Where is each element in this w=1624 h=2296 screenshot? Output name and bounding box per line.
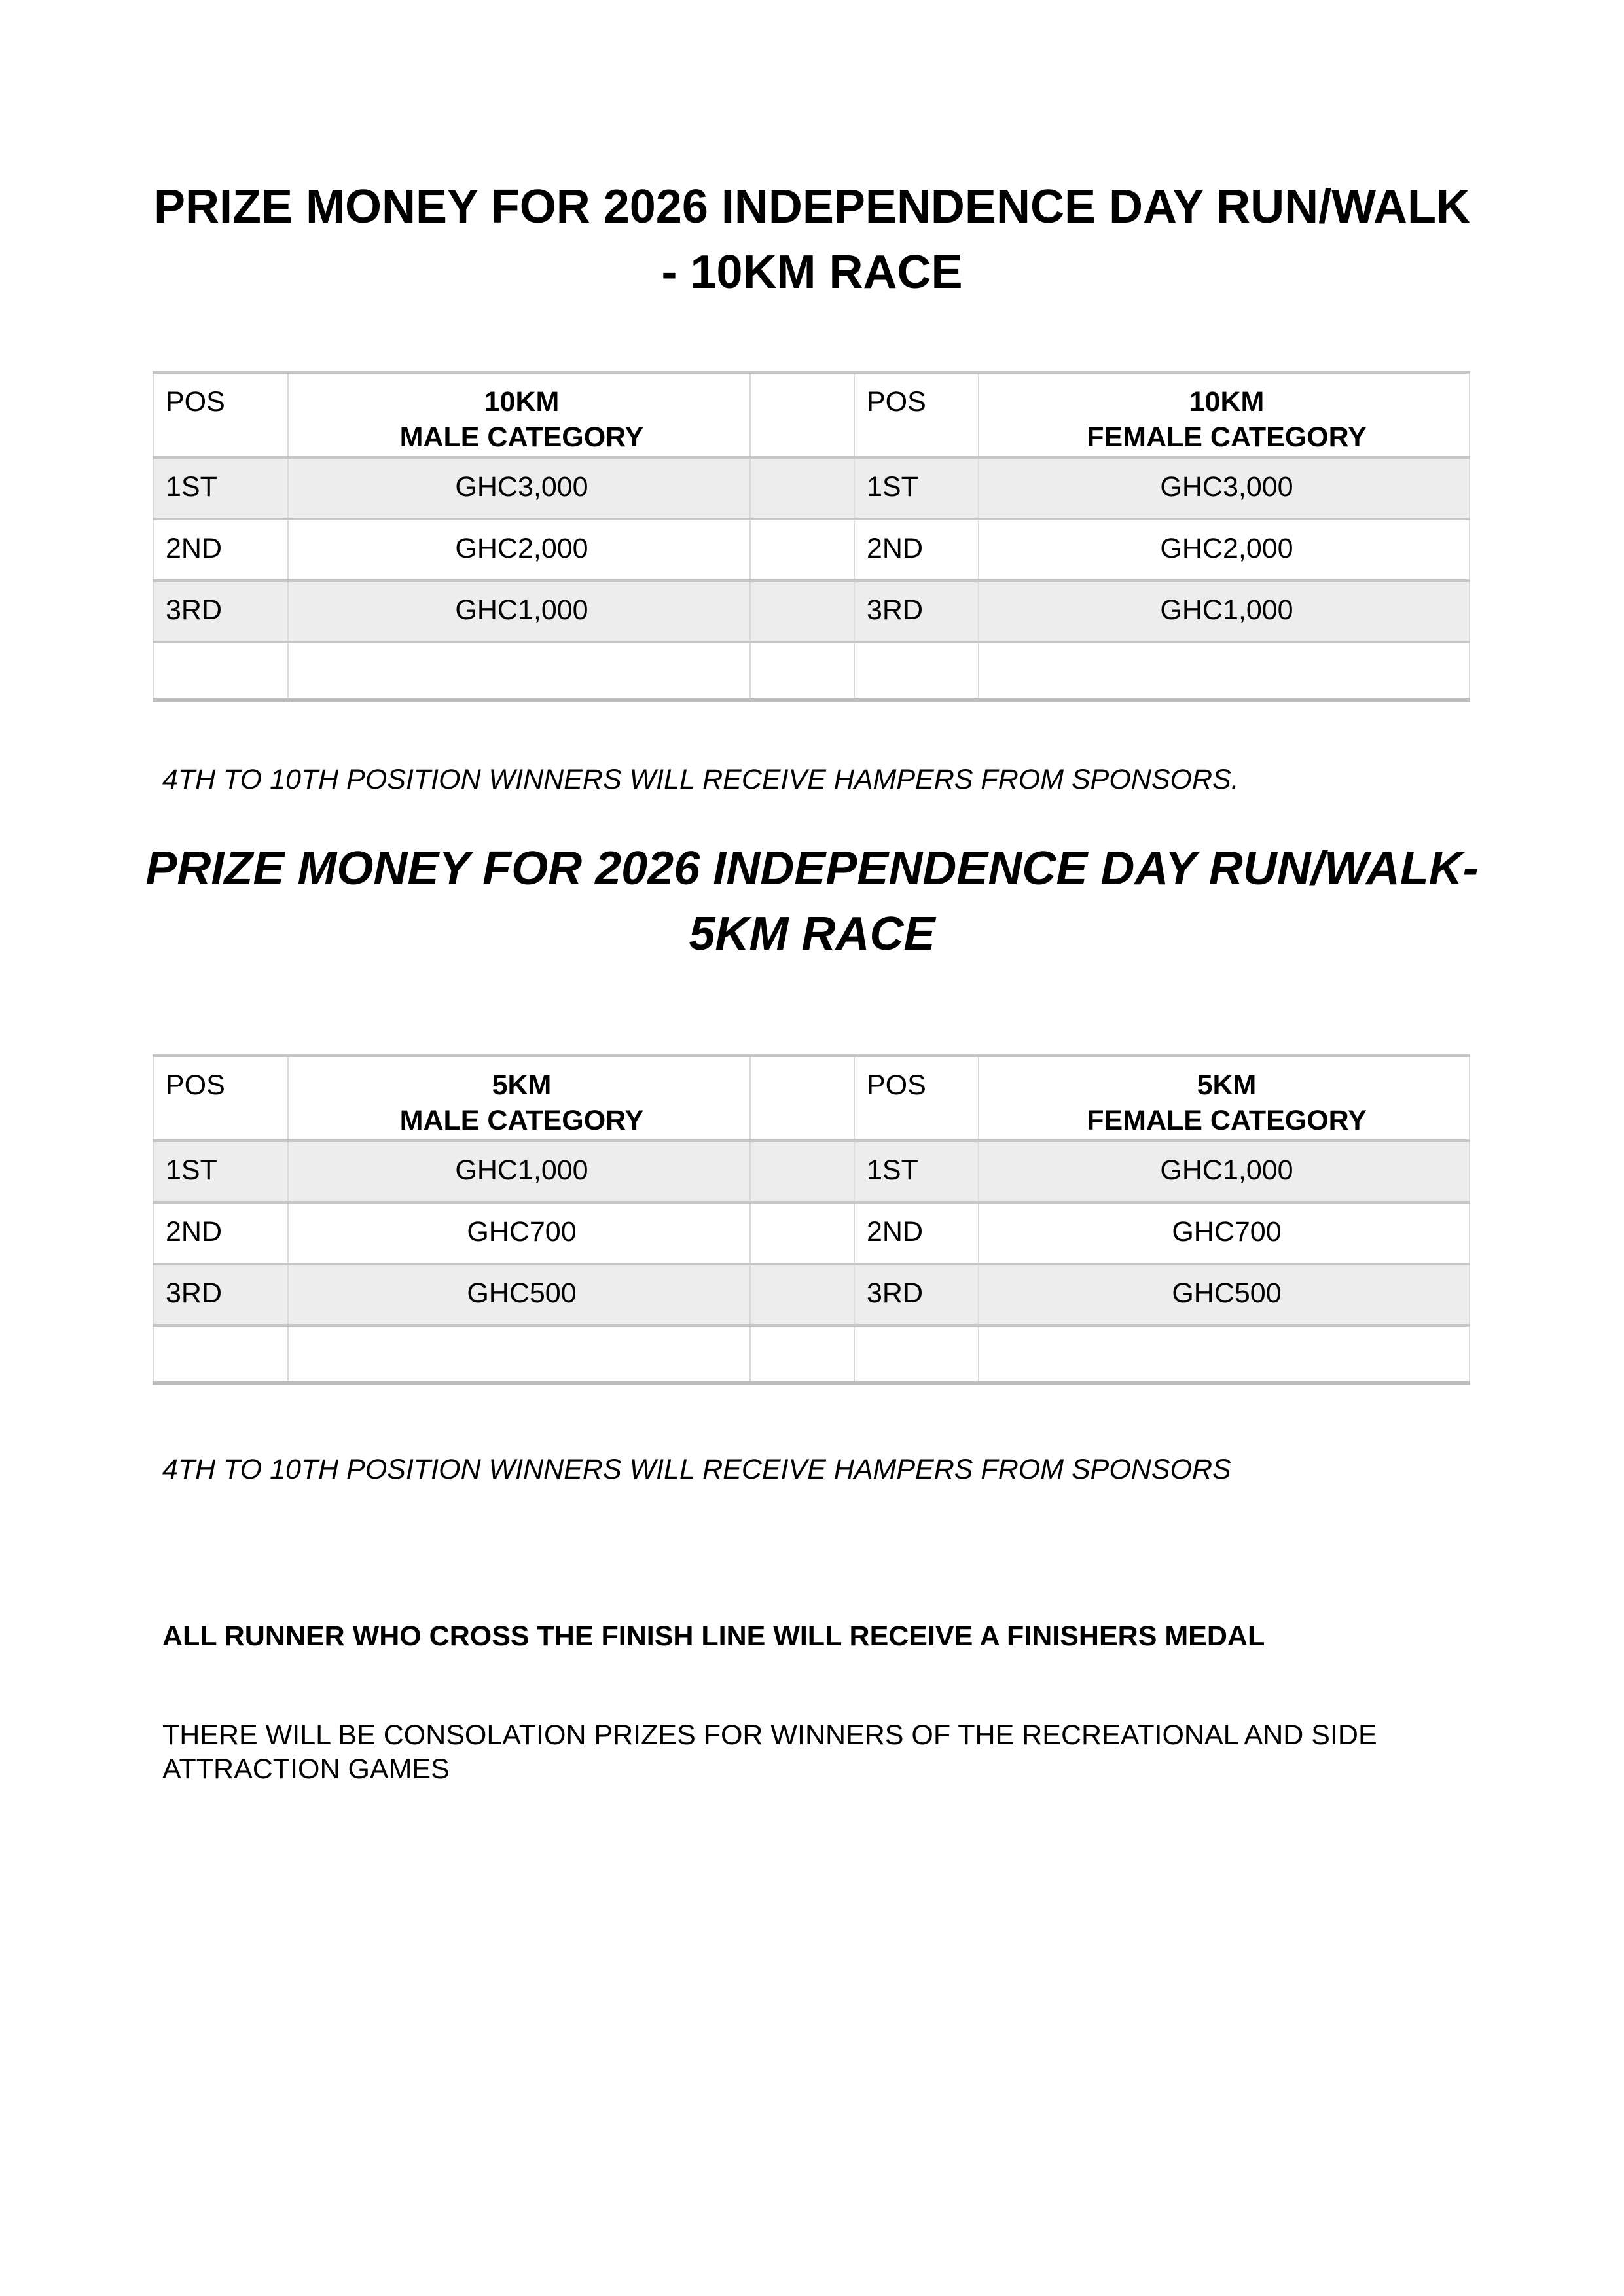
position-cell: 2ND <box>854 1202 979 1264</box>
position-cell <box>854 642 979 700</box>
gap-header-cell <box>750 372 854 457</box>
table-row <box>153 581 1470 642</box>
title-10km-line2: - 10KM RACE <box>661 246 963 298</box>
prize-cell <box>288 1325 750 1383</box>
finishers-medal-note: ALL RUNNER WHO CROSS THE FINISH LINE WILL RECEIVE A FINISHERS MEDAL <box>162 1621 1265 1652</box>
gap-cell <box>750 581 854 642</box>
gap-cell <box>750 1325 854 1383</box>
header-line: 5KM <box>1197 1069 1257 1101</box>
consolation-prizes-note: THERE WILL BE CONSOLATION PRIZES FOR WINNERS OF THE RECREATIONAL AND SIDE ATTRACTION GAMES <box>162 1719 1377 1785</box>
header-line: MALE CATEGORY <box>399 422 644 453</box>
position-cell: 3RD <box>854 581 979 642</box>
prize-table-10km <box>153 371 1470 702</box>
prize-cell: GHC500 <box>288 1264 750 1325</box>
gap-cell <box>750 457 854 519</box>
prize-cell <box>288 642 750 700</box>
table-row <box>153 1202 1470 1264</box>
prize-cell: GHC700 <box>979 1202 1470 1264</box>
position-cell <box>153 1325 288 1383</box>
prize-cell: GHC3,000 <box>979 457 1470 519</box>
position-cell: 2ND <box>153 1202 288 1264</box>
column-header <box>854 1056 979 1141</box>
title-5km-race <box>131 836 1493 967</box>
prize-cell: GHC1,000 <box>979 1141 1470 1202</box>
gap-cell <box>750 1264 854 1325</box>
prize-table-5km <box>153 1054 1470 1385</box>
header-line: POS <box>867 386 926 418</box>
header-line: POS <box>166 386 225 418</box>
header-line: POS <box>867 1069 926 1101</box>
empty-row <box>153 642 1470 700</box>
column-header <box>288 1056 750 1141</box>
gap-header-cell <box>750 1056 854 1141</box>
header-line: POS <box>166 1069 225 1101</box>
header-row <box>153 1056 1470 1141</box>
title-5km-line1: PRIZE MONEY FOR 2026 INDEPENDENCE DAY RUN/WALK- <box>145 842 1479 895</box>
position-cell: 2ND <box>153 519 288 581</box>
prize-cell: GHC1,000 <box>979 581 1470 642</box>
column-header <box>979 1056 1470 1141</box>
prize-cell <box>979 1325 1470 1383</box>
header-line: 10KM <box>1189 386 1265 418</box>
header-line: 10KM <box>484 386 560 418</box>
prize-cell: GHC1,000 <box>288 1141 750 1202</box>
note-5km-hampers: 4TH TO 10TH POSITION WINNERS WILL RECEIVE HAMPERS FROM SPONSORS <box>162 1454 1231 1485</box>
position-cell: 3RD <box>153 581 288 642</box>
position-cell <box>153 642 288 700</box>
column-header <box>153 1056 288 1141</box>
prize-cell: GHC1,000 <box>288 581 750 642</box>
table-row <box>153 457 1470 519</box>
column-header <box>979 372 1470 457</box>
header-line: FEMALE CATEGORY <box>1087 1105 1367 1136</box>
prize-cell: GHC2,000 <box>979 519 1470 581</box>
prize-cell: GHC2,000 <box>288 519 750 581</box>
prize-cell: GHC3,000 <box>288 457 750 519</box>
gap-cell <box>750 519 854 581</box>
prize-cell <box>979 642 1470 700</box>
position-cell: 1ST <box>854 457 979 519</box>
position-cell: 1ST <box>153 457 288 519</box>
header-line: MALE CATEGORY <box>399 1105 644 1136</box>
title-10km-line1: PRIZE MONEY FOR 2026 INDEPENDENCE DAY RUN/WALK <box>153 181 1471 233</box>
note-10km-hampers: 4TH TO 10TH POSITION WINNERS WILL RECEIVE HAMPERS FROM SPONSORS. <box>162 764 1239 795</box>
gap-cell <box>750 642 854 700</box>
header-line: FEMALE CATEGORY <box>1087 422 1367 453</box>
column-header <box>854 372 979 457</box>
gap-cell <box>750 1141 854 1202</box>
header-row <box>153 372 1470 457</box>
header-line: 5KM <box>492 1069 552 1101</box>
position-cell: 1ST <box>153 1141 288 1202</box>
position-cell <box>854 1325 979 1383</box>
position-cell: 2ND <box>854 519 979 581</box>
gap-cell <box>750 1202 854 1264</box>
title-5km-line2: 5KM RACE <box>689 908 935 960</box>
prize-cell: GHC700 <box>288 1202 750 1264</box>
position-cell: 3RD <box>854 1264 979 1325</box>
position-cell: 1ST <box>854 1141 979 1202</box>
column-header <box>288 372 750 457</box>
table-row <box>153 519 1470 581</box>
empty-row <box>153 1325 1470 1383</box>
table-row <box>153 1141 1470 1202</box>
table-row <box>153 1264 1470 1325</box>
column-header <box>153 372 288 457</box>
title-10km-race <box>131 0 1493 305</box>
position-cell: 3RD <box>153 1264 288 1325</box>
prize-cell: GHC500 <box>979 1264 1470 1325</box>
